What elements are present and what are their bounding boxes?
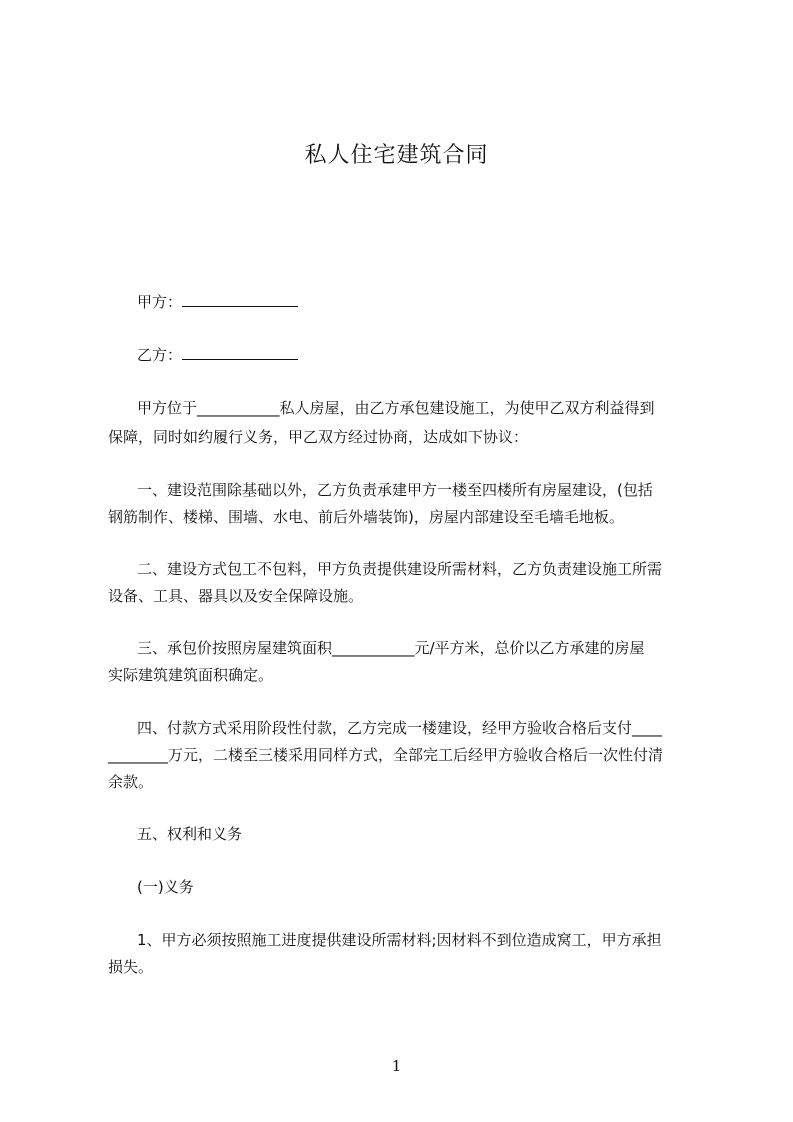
page-number: 1 [391, 1057, 402, 1075]
intro-line-1: 甲方位于___________私人房屋，由乙方承包建设施工，为使甲乙双方利益得到 [137, 399, 655, 417]
party-a-label: 甲方： [137, 293, 183, 311]
item-1-line-1: 1、甲方必须按照施工进度提供建设所需材料;因材料不到位造成窝工，甲方承担 [137, 931, 662, 949]
document-title: 私人住宅建筑合同 [304, 143, 489, 168]
clause-2-line-2: 设备、工具、器具以及安全保障设施。 [108, 587, 364, 605]
intro-line-2: 保障，同时如约履行义务，甲乙双方经过协商，达成如下协议： [108, 428, 529, 446]
party-b-blank [182, 343, 298, 360]
party-a-field [137, 290, 298, 313]
clause-5-heading: 五、权利和义务 [137, 825, 243, 843]
clause-2-line-1: 二、建设方式包工不包料，甲方负责提供建设所需材料，乙方负责建设施工所需 [137, 560, 663, 578]
sub-heading-obligations: (一)义务 [137, 878, 194, 896]
clause-3-line-1: 三、承包价按照房屋建筑面积___________元/平方米，总价以乙方承建的房屋 [137, 639, 645, 657]
item-1-line-2: 损失。 [108, 958, 154, 976]
party-a-blank [182, 290, 298, 307]
clause-1-line-2: 钢筋制作、楼梯、围墙、水电、前后外墙装饰)，房屋内部建设至毛墙毛地板。 [108, 508, 624, 526]
party-b-label: 乙方： [137, 346, 183, 364]
clause-1-line-1: 一、建设范围除基础以外，乙方负责承建甲方一楼至四楼所有房屋建设，(包括 [137, 481, 653, 499]
clause-4-line-1: 四、付款方式采用阶段性付款，乙方完成一楼建设，经甲方验收合格后支付____ [137, 719, 663, 737]
clause-4-line-2: ________万元，二楼至三楼采用同样方式，全部完工后经甲方验收合格后一次性付清 [108, 746, 664, 764]
party-b-field [137, 343, 298, 366]
clause-3-line-2: 实际建筑建筑面积确定。 [108, 666, 274, 684]
clause-4-line-3: 余款。 [108, 773, 154, 791]
